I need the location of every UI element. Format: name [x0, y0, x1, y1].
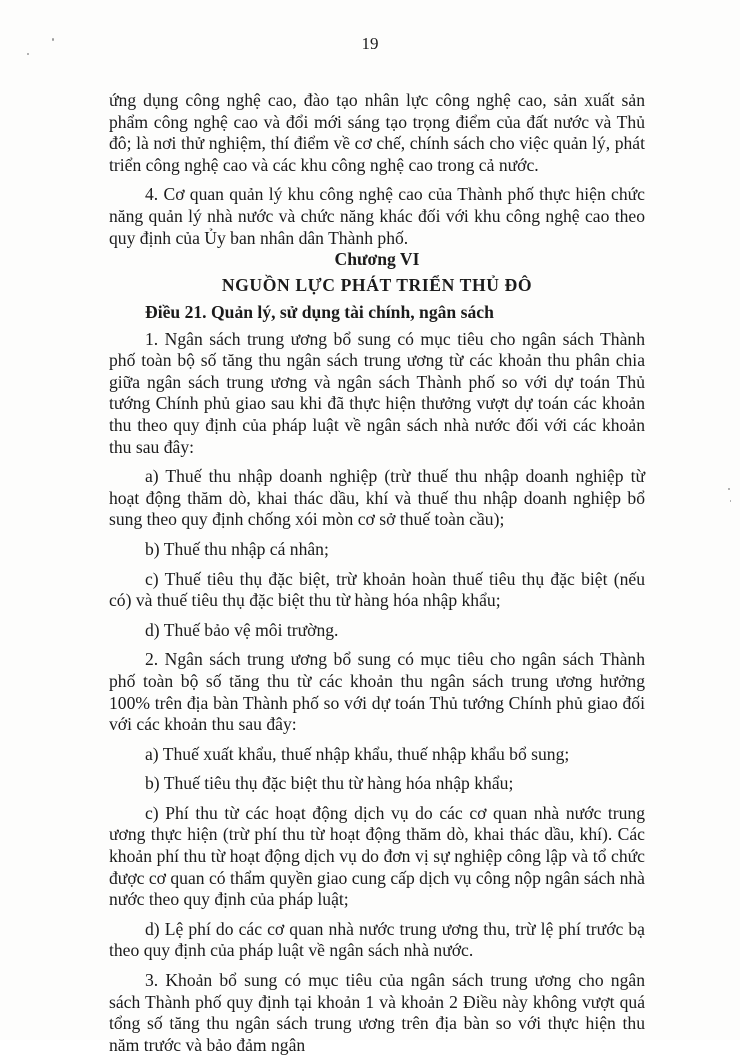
article-point-1c: c) Thuế tiêu thụ đặc biệt, trừ khoản hoàn thuế tiêu thụ đặc biệt (nếu có) và thuế tiêu thụ đặc biệt thu từ hàng hóa nhập khẩu; [109, 568, 645, 611]
article-point-2a: a) Thuế xuất khẩu, thuế nhập khẩu, thuế nhập khẩu bổ sung; [145, 743, 570, 764]
article-point-2d: d) Lệ phí do các cơ quan nhà nước trung ương thu, trừ lệ phí trước bạ theo quy định của pháp luật về ngân sách nhà nước. [109, 918, 645, 961]
article-clause-1: 1. Ngân sách trung ương bổ sung có mục tiêu cho ngân sách Thành phố toàn bộ số tăng thu ngân sách trung ương từ các khoản thu phân chia giữa ngân sách trung ương và ngân sách Thành phố so với dự toán Thủ tướng Chính phủ giao sau khi đã thực hiện thưởng vượt dự toán các khoản thu theo quy định của pháp luật về ngân sách nhà nước đối với các khoản thu sau đây: [109, 328, 645, 457]
article-clause-2: 2. Ngân sách trung ương bổ sung có mục tiêu cho ngân sách Thành phố toàn bộ số tăng thu từ các khoản thu ngân sách trung ương hưởng 100% trên địa bàn Thành phố so với dự toán Thủ tướng Chính phủ giao đối với các khoản thu sau đây: [109, 649, 645, 735]
scan-speck [728, 488, 730, 490]
chapter-title: NGUỒN LỰC PHÁT TRIỂN THỦ ĐÔ [221, 275, 533, 295]
page-number: 19 [361, 34, 379, 53]
article-heading: Điều 21. Quản lý, sử dụng tài chính, ngân sách [145, 302, 494, 322]
chapter-number: Chương VI [334, 249, 420, 269]
article-section [109, 302, 645, 1056]
scan-speck [730, 500, 731, 502]
continued-paragraph: ứng dụng công nghệ cao, đào tạo nhân lực công nghệ cao, sản xuất sản phẩm công nghệ cao và đổi mới sáng tạo trọng điểm của đất nước và Thủ đô; là nơi thử nghiệm, thí điểm về cơ chế, chính sách cho việc quản lý, phát triển công nghệ cao và các khu công nghệ cao trong cả nước. [109, 90, 645, 175]
paragraph-clause-4: 4. Cơ quan quản lý khu công nghệ cao của Thành phố thực hiện chức năng quản lý nhà nước và chức năng khác đối với khu công nghệ cao theo quy định của Ủy ban nhân dân Thành phố. [109, 184, 645, 248]
intro-section [109, 90, 645, 249]
article-point-1b: b) Thuế thu nhập cá nhân; [145, 538, 329, 559]
article-point-2c: c) Phí thu từ các hoạt động dịch vụ do các cơ quan nhà nước trung ương thực hiện (trừ phí thu từ hoạt động thăm dò, khai thác dầu, khí). Các khoản phí thu từ hoạt động dịch vụ do đơn vị sự nghiệp công lập và tổ chức được cơ quan có thẩm quyền giao cung cấp dịch vụ công nộp ngân sách nhà nước theo quy định của pháp luật; [109, 802, 645, 910]
article-point-1a: a) Thuế thu nhập doanh nghiệp (trừ thuế thu nhập doanh nghiệp từ hoạt động thăm dò, khai thác dầu, khí và thuế thu nhập doanh nghiệp bổ sung theo quy định chống xói mòn cơ sở thuế toàn cầu); [109, 466, 645, 530]
article-clause-3: 3. Khoản bổ sung có mục tiêu của ngân sách trung ương cho ngân sách Thành phố quy định tại khoản 1 và khoản 2 Điều này không vượt quá tổng số tăng thu ngân sách trung ương trên địa bàn so với thực hiện thu năm trước và bảo đảm ngân [109, 970, 645, 1055]
article-point-1d: d) Thuế bảo vệ môi trường. [145, 619, 339, 640]
article-point-2b: b) Thuế tiêu thụ đặc biệt thu từ hàng hóa nhập khẩu; [145, 773, 514, 794]
